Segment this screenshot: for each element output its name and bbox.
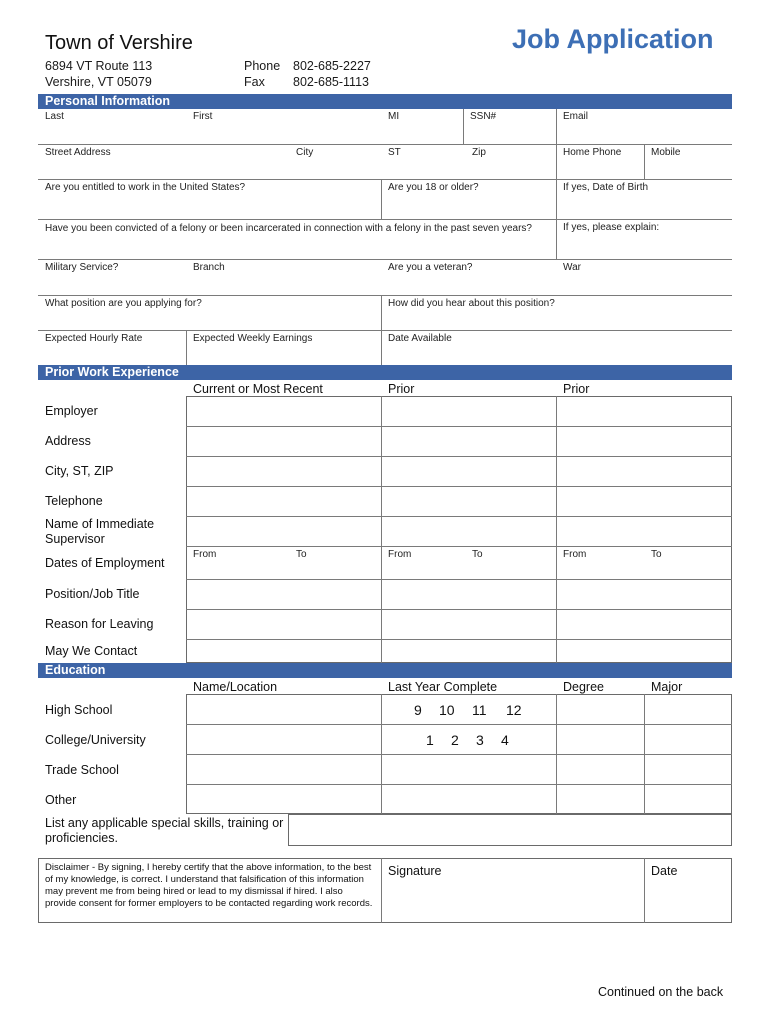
- to-field-prior-1[interactable]: To: [472, 549, 483, 560]
- veteran-field[interactable]: Are you a veteran?: [388, 262, 473, 273]
- date-available-field[interactable]: Date Available: [388, 333, 452, 344]
- row-may-we-contact: May We Contact: [45, 644, 138, 658]
- disclaimer-text: Disclaimer - By signing, I hereby certify that the above information, to the best of my knowledge, is correct. I understand that falsification of this information may prevent me from being hired or lead to my dismissal if hired. I also provide consent for former employers to be contacted regarding work records.: [45, 862, 373, 909]
- address-line-2: Vershire, VT 05079: [45, 75, 152, 89]
- email-field[interactable]: Email: [563, 111, 589, 122]
- mobile-field[interactable]: Mobile: [651, 147, 681, 158]
- town-name: Town of Vershire: [45, 32, 193, 54]
- from-field-prior-1[interactable]: From: [388, 549, 412, 560]
- row-city-st-zip: City, ST, ZIP: [45, 464, 114, 478]
- hs-year-9[interactable]: 9: [414, 702, 422, 718]
- state-field[interactable]: ST: [388, 147, 401, 158]
- skills-input[interactable]: [288, 814, 732, 846]
- college-year-1[interactable]: 1: [426, 732, 434, 748]
- college-year-3[interactable]: 3: [476, 732, 484, 748]
- page-title: Job Application: [512, 24, 714, 54]
- column-degree: Degree: [563, 680, 604, 694]
- first-name-field[interactable]: First: [193, 111, 213, 122]
- college-year-2[interactable]: 2: [451, 732, 459, 748]
- row-high-school: High School: [45, 703, 113, 717]
- column-major: Major: [651, 680, 683, 694]
- military-service-field[interactable]: Military Service?: [45, 262, 119, 273]
- last-name-field[interactable]: Last: [45, 111, 64, 122]
- continued-note: Continued on the back: [598, 985, 724, 999]
- felony-explain-field[interactable]: If yes, please explain:: [563, 222, 660, 233]
- hourly-rate-field[interactable]: Expected Hourly Rate: [45, 333, 143, 344]
- home-phone-field[interactable]: Home Phone: [563, 147, 622, 158]
- middle-initial-field[interactable]: MI: [388, 111, 400, 122]
- felony-question-field[interactable]: Have you been convicted of a felony or been incarcerated in connection with a felony in the past seven years?: [45, 223, 532, 234]
- row-dates-of-employment: Dates of Employment: [45, 556, 165, 570]
- row-trade-school: Trade School: [45, 763, 119, 777]
- row-college-university: College/University: [45, 733, 146, 747]
- row-supervisor: Name of Immediate Supervisor: [45, 517, 155, 546]
- section-personal-information: Personal Information: [38, 94, 732, 109]
- row-other: Other: [45, 793, 77, 807]
- work-experience-grid[interactable]: [186, 396, 732, 663]
- phone-value: 802-685-2227: [293, 59, 371, 73]
- war-field[interactable]: War: [563, 262, 581, 273]
- zip-field[interactable]: Zip: [472, 147, 486, 158]
- column-prior-employer-2: Prior: [563, 382, 590, 396]
- date-of-birth-field[interactable]: If yes, Date of Birth: [563, 182, 649, 193]
- street-address-field[interactable]: Street Address: [45, 147, 111, 158]
- work-eligibility-field[interactable]: Are you entitled to work in the United States?: [45, 182, 246, 193]
- to-field-prior-2[interactable]: To: [651, 549, 662, 560]
- referral-source-field[interactable]: How did you hear about this position?: [388, 298, 555, 309]
- age-18-field[interactable]: Are you 18 or older?: [388, 182, 479, 193]
- hs-year-11[interactable]: 11: [472, 702, 487, 718]
- position-applying-field[interactable]: What position are you applying for?: [45, 298, 202, 309]
- hs-year-10[interactable]: 10: [439, 702, 455, 718]
- signature-field[interactable]: Signature: [388, 864, 442, 878]
- city-field[interactable]: City: [296, 147, 314, 158]
- phone-label: Phone: [244, 59, 281, 73]
- column-name-location: Name/Location: [193, 680, 278, 694]
- section-education: Education: [38, 663, 732, 678]
- weekly-earnings-field[interactable]: Expected Weekly Earnings: [193, 333, 313, 344]
- date-field[interactable]: Date: [651, 864, 678, 878]
- address-line-1: 6894 VT Route 113: [45, 59, 153, 73]
- branch-field[interactable]: Branch: [193, 262, 225, 273]
- row-reason-for-leaving: Reason for Leaving: [45, 617, 154, 631]
- from-field-current[interactable]: From: [193, 549, 217, 560]
- section-prior-work-experience: Prior Work Experience: [38, 365, 732, 380]
- column-current-employer: Current or Most Recent: [193, 382, 323, 396]
- column-prior-employer-1: Prior: [388, 382, 415, 396]
- fax-value: 802-685-1113: [293, 75, 369, 89]
- to-field-current[interactable]: To: [296, 549, 307, 560]
- row-telephone: Telephone: [45, 494, 103, 508]
- column-last-year-complete: Last Year Complete: [388, 680, 498, 694]
- hs-year-12[interactable]: 12: [506, 702, 522, 718]
- row-address: Address: [45, 434, 91, 448]
- row-employer: Employer: [45, 404, 98, 418]
- skills-label: List any applicable special skills, training or proficiencies.: [45, 816, 284, 845]
- row-position-title: Position/Job Title: [45, 587, 140, 601]
- college-year-4[interactable]: 4: [501, 732, 509, 748]
- ssn-field[interactable]: SSN#: [470, 111, 497, 122]
- from-field-prior-2[interactable]: From: [563, 549, 587, 560]
- fax-label: Fax: [244, 75, 265, 89]
